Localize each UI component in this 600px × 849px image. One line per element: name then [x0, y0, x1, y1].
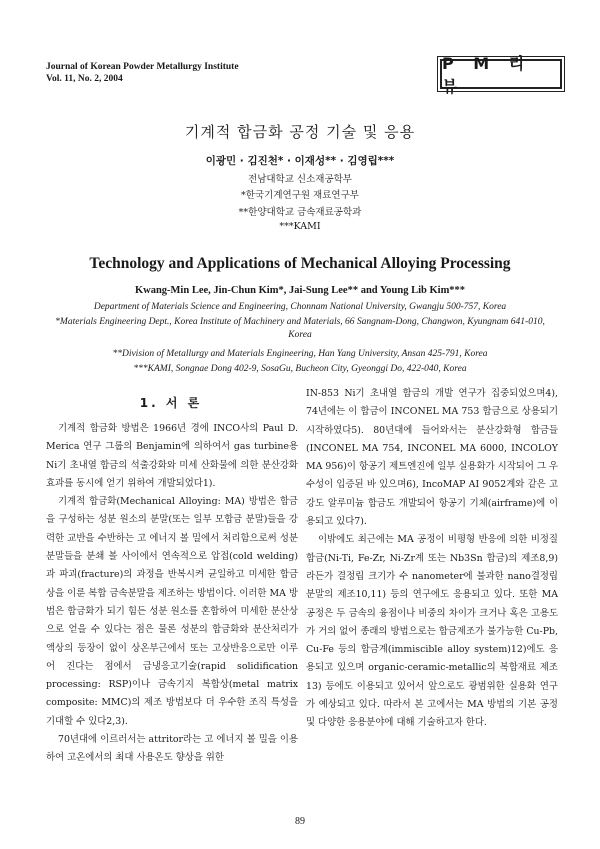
korean-affiliation: 전남대학교 신소재공학부 [248, 174, 352, 185]
journal-name: Journal of Korean Powder Metallurgy Institute [46, 62, 239, 72]
english-affiliation: ***KAMI, Songnae Dong 402-9, SosaGu, Bucheon City, Gyeonggi Do, 422-040, Korea [133, 364, 467, 374]
english-affiliation: Department of Materials Science and Engineering, Chonnam National University, Gwangju 500-757, Korea [93, 302, 507, 312]
korean-authors: 이광민 · 김진천* · 이재성** · 김영립*** [205, 155, 395, 167]
left-column [46, 420, 298, 768]
korean-affiliation: *한국기계연구원 재료연구부 [241, 190, 359, 201]
english-authors: Kwang-Min Lee, Jin-Chun Kim*, Jai-Sung Lee** and Young Lib Kim*** [134, 285, 466, 296]
journal-header [46, 62, 239, 85]
english-affiliation: **Division of Metallurgy and Materials Engineering, Han Yang University, Ansan 425-791, Korea [112, 349, 488, 359]
paragraph: 기계적 합금화(Mechanical Alloying: MA) 방법은 합금을 구성하는 성분 원소의 분말(또는 일부 모합금 분말)들을 강력한 교반을 수반하는 고 에너지 볼 밀에서 처리함으로써 성분 분말들을 분쇄 볼 사이에서 연속적으로 압접(cold welding)과 파괴(fracture)의 과정을 반복시켜 균일하고 미세한 합금상을 이룬 복합 금속분말을 제조하는 방법이다. 이러한 MA 방법은 합금화가 되기 힘든 성분 원소를 혼합하여 미세한 분산상으로 얻을 수 있다는 점은 물론 성분의 합금화와 분산처리가 액상의 등장이 없이 상온부근에서 또는 고상반응으로만 이루어 진다는 점에서 급냉응고기술(rapid solidification processing: RSP)이나 금속기지 복합상(metal matrix composite: MMC)의 제조 방법보다 더 우수한 조직 특성을 기대할 수 있다2,3). [46, 496, 298, 727]
korean-affiliation: **한양대학교 금속재료공학과 [238, 207, 362, 218]
paragraph: 이밖에도 최근에는 MA 공정이 비평형 반응에 의한 비정질 합금(Ni-Ti, Fe-Zr, Ni-Zr계 또는 Nb3Sn 합금)의 제조8,9) 라든가 결정립 크기가 수 nanometer에 불과한 nano결정립 분말의 제조10,11) 등의 연구에도 응용되고 있다. 또한 MA 공정은 두 금속의 융점이나 비중의 차이가 크거나 혹은 고용도가 거의 없어 종래의 방법으로는 합금제조가 불가능한 Cu-Pb, Cu-Fe 등의 합금계(immiscible alloy system)12)에도 응용되고 있으며 organic-ceramic-metallic의 복합재료 제조13) 등에도 이용되고 있어서 앞으로도 광범위한 실용화 연구가 예상되고 있다. 따라서 본 고에서는 MA 방법의 기본 공정 및 다양한 응용분야에 대해 기술하고자 한다. [306, 534, 558, 729]
paragraph: 70년대에 이르러서는 attritor라는 고 에너지 볼 밀을 이용하여 고온에서의 최대 사용온도 향상을 위한 [46, 734, 298, 764]
english-affiliation: *Materials Engineering Dept., Korea Institute of Machinery and Materials, 66 Sangnam-Dong, Changwon, Kyungnam 641-010, Korea [55, 317, 545, 340]
paragraph: 기계적 합금화 방법은 1966년 경에 INCO사의 Paul D. Merica 연구 그룹의 Benjamin에 의하여서 gas turbine용 Ni기 초내열 합금의 석출강화와 미세 산화물에 의한 분산강화 효과를 동시에 얻기 위하여 개발되었다1). [46, 423, 298, 489]
section-heading: 1. 서 론 [139, 396, 203, 410]
paragraph: IN-853 Ni기 초내열 합금의 개발 연구가 집중되었으며4), 74년에는 이 합금이 INCONEL MA 753 합금으로 상용되기 시작하였다5). 80년대에 들어와서는 분산강화형 합금들(INCONEL MA 754, INCONEL MA 6000, INCOLOY MA 956)이 항공기 제트엔진에 일부 실용화가 시작되어 그 우수성이 입증된 바 있으며6), IncoMAP AI 9052계와 같은 고강도 알루미늄 합금도 개발되어 항공기 기체(airframe)에 이용되고 있다7). [306, 388, 558, 528]
right-column [306, 385, 558, 733]
section-badge: P M 리 뷰 [440, 59, 562, 89]
korean-title: 기계적 합금화 공정 기술 및 응용 [184, 123, 416, 141]
english-title: Technology and Applications of Mechanical Alloying Processing [89, 255, 511, 272]
page-number: 89 [295, 816, 305, 827]
journal-volume: Vol. 11, No. 2, 2004 [46, 73, 123, 84]
korean-affiliation: ***KAMI [279, 221, 321, 232]
